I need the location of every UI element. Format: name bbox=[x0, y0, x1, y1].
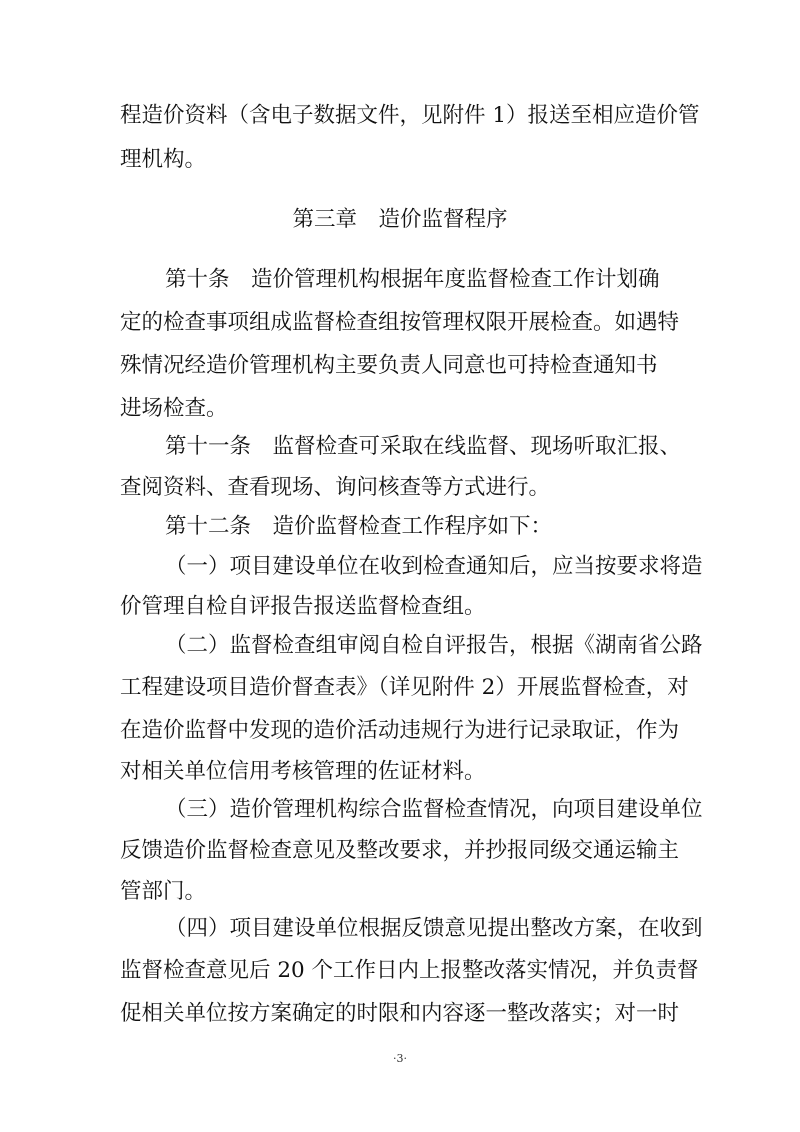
text-line-1: 程造价资料（含电子数据文件，见附件 1）报送至相应造价管 bbox=[120, 103, 700, 128]
text-line-item-3: （三）造价管理机构综合监督检查情况，向项目建设单位 bbox=[165, 797, 703, 822]
text-line-item-4: （四）项目建设单位根据反馈意见提出整改方案，在收到 bbox=[165, 916, 703, 941]
text-line-item-2: （二）监督检查组审阅自检自评报告，根据《湖南省公路 bbox=[165, 633, 703, 658]
page-number: ·3· bbox=[393, 1052, 407, 1065]
text-line-15: 在造价监督中发现的造价活动违规行为进行记录取证，作为 bbox=[120, 718, 680, 743]
text-line-19: 管部门。 bbox=[120, 879, 207, 904]
text-line-22: 促相关单位按方案确定的时限和内容逐一整改落实；对一时 bbox=[120, 1001, 680, 1026]
text-line-9: 查阅资料、查看现场、询问核查等方式进行。 bbox=[120, 475, 551, 500]
text-line-14: 工程建设项目造价督查表》（详见附件 2）开展监督检查，对 bbox=[120, 675, 689, 700]
text-line-18: 反馈造价监督检查意见及整改要求，并抄报同级交通运输主 bbox=[120, 838, 680, 863]
text-line-21: 监督检查意见后 20 个工作日内上报整改落实情况，并负责督 bbox=[120, 958, 699, 983]
text-line-7: 进场检查。 bbox=[120, 396, 228, 421]
text-line-5: 定的检查事项组成监督检查组按管理权限开展检查。如遇特 bbox=[120, 310, 680, 335]
chapter-heading: 第三章 造价监督程序 bbox=[292, 207, 508, 232]
text-line-16: 对相关单位信用考核管理的佐证材料。 bbox=[120, 759, 486, 784]
text-line-article-12: 第十二条 造价监督检查工作程序如下： bbox=[165, 514, 553, 539]
text-line-article-11: 第十一条 监督检查可采取在线监督、现场听取汇报、 bbox=[165, 434, 682, 459]
text-line-6: 殊情况经造价管理机构主要负责人同意也可持检查通知书 bbox=[120, 353, 658, 378]
text-line-item-1: （一）项目建设单位在收到检查通知后，应当按要求将造 bbox=[165, 554, 703, 579]
text-line-2: 理机构。 bbox=[120, 147, 207, 172]
text-line-article-10: 第十条 造价管理机构根据年度监督检查工作计划确 bbox=[165, 267, 660, 292]
text-line-12: 价管理自检自评报告报送监督检查组。 bbox=[120, 594, 486, 619]
